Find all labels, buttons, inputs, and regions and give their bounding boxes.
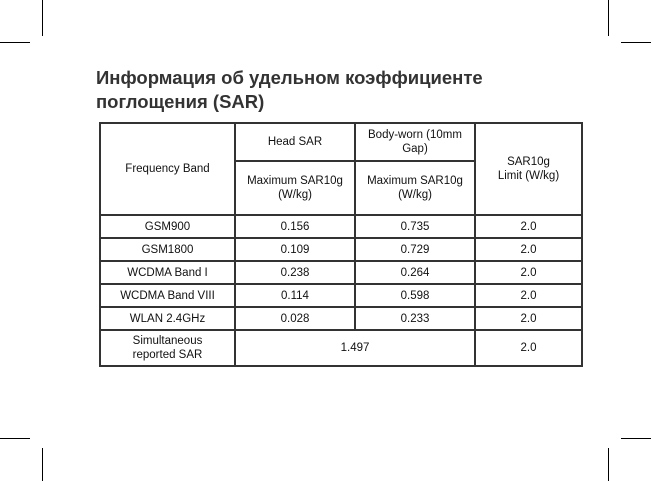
cell-head-sar: 0.156 — [235, 215, 355, 238]
cell-body-sar: 0.735 — [355, 215, 475, 238]
cell-limit: 2.0 — [475, 284, 582, 307]
header-body-worn: Body-worn (10mm Gap) — [355, 123, 475, 161]
cell-limit: 2.0 — [475, 307, 582, 330]
table-row — [100, 261, 582, 284]
header-body-max-sar: Maximum SAR10g (W/kg) — [355, 161, 475, 215]
cell-band: WCDMA Band I — [100, 261, 235, 284]
cell-band: GSM900 — [100, 215, 235, 238]
table-row — [100, 284, 582, 307]
sar-table — [99, 122, 583, 367]
table-row-simultaneous — [100, 330, 582, 366]
cell-head-sar: 0.238 — [235, 261, 355, 284]
cell-body-sar: 0.729 — [355, 238, 475, 261]
page-title-line-2: поглощения (SAR) — [96, 91, 265, 112]
table-header-row — [100, 123, 582, 161]
crop-mark-bottom-right-vertical — [608, 448, 609, 481]
cell-simultaneous-label: Simultaneous reported SAR — [100, 330, 235, 366]
cell-body-sar: 0.233 — [355, 307, 475, 330]
cell-limit: 2.0 — [475, 261, 582, 284]
crop-mark-top-right-horizontal — [621, 42, 651, 43]
cell-head-sar: 0.028 — [235, 307, 355, 330]
cell-body-sar: 0.264 — [355, 261, 475, 284]
header-frequency-band: Frequency Band — [100, 123, 235, 215]
page-title — [96, 66, 566, 114]
header-head-sar: Head SAR — [235, 123, 355, 161]
crop-mark-top-left-horizontal — [0, 42, 30, 43]
cell-simultaneous-value: 1.497 — [235, 330, 475, 366]
cell-head-sar: 0.114 — [235, 284, 355, 307]
header-head-max-sar: Maximum SAR10g (W/kg) — [235, 161, 355, 215]
header-limit: SAR10g Limit (W/kg) — [475, 123, 582, 215]
cell-head-sar: 0.109 — [235, 238, 355, 261]
crop-mark-top-right-vertical — [608, 0, 609, 36]
table-row — [100, 238, 582, 261]
cell-simultaneous-limit: 2.0 — [475, 330, 582, 366]
table-row — [100, 215, 582, 238]
cell-band: WLAN 2.4GHz — [100, 307, 235, 330]
crop-mark-top-left-vertical — [42, 0, 43, 36]
table-row — [100, 307, 582, 330]
cell-limit: 2.0 — [475, 238, 582, 261]
cell-band: WCDMA Band VIII — [100, 284, 235, 307]
cell-band: GSM1800 — [100, 238, 235, 261]
crop-mark-bottom-right-horizontal — [621, 438, 651, 439]
crop-mark-bottom-left-vertical — [42, 448, 43, 481]
cell-body-sar: 0.598 — [355, 284, 475, 307]
crop-mark-bottom-left-horizontal — [0, 438, 30, 439]
page-title-line-1: Информация об удельном коэффициенте — [96, 67, 483, 88]
cell-limit: 2.0 — [475, 215, 582, 238]
